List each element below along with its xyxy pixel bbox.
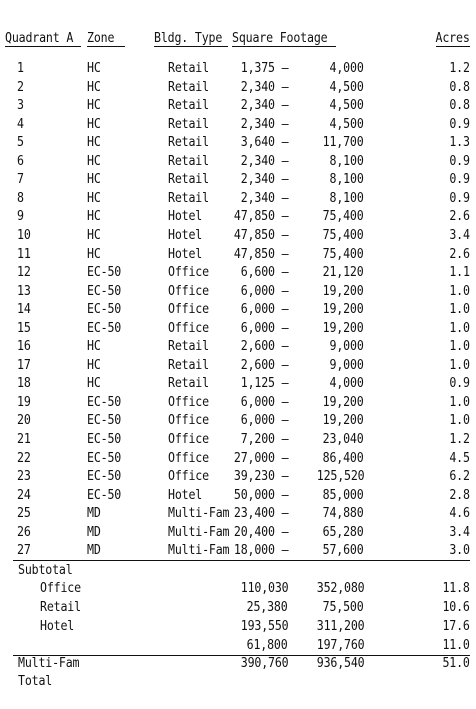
row-sf-low: 6,000 – — [240, 393, 288, 410]
row-bldg-type: Retail — [168, 97, 209, 114]
row-zone: EC-50 — [87, 431, 122, 447]
row-zone: EC-50 — [87, 393, 122, 410]
row-zone: HC — [87, 338, 101, 355]
header-quadrant: Quadrant A — [5, 30, 74, 46]
row-zone: HC — [87, 245, 101, 262]
subtotal-item-label: Office — [40, 580, 81, 596]
row-acres: 0.9 — [449, 189, 470, 206]
row-acres: 1.1 — [449, 264, 470, 281]
row-acres: 1.2 — [449, 431, 470, 447]
row-sf-high: 11,700 — [323, 134, 364, 151]
subtotal-label: Subtotal — [18, 562, 73, 578]
row-sf-high: 8,100 — [329, 171, 364, 188]
row-sf-low: 2,340 – — [240, 115, 288, 132]
row-number: 14 — [17, 301, 31, 318]
row-zone: EC-50 — [87, 449, 122, 466]
row-zone: HC — [87, 375, 101, 392]
row-bldg-type: Hotel — [168, 227, 203, 243]
row-number: 20 — [17, 412, 31, 429]
header-bldg-type-underline — [154, 46, 228, 47]
row-sf-low: 2,600 – — [240, 338, 288, 355]
row-number: 8 — [17, 189, 24, 206]
row-number: 10 — [17, 227, 31, 243]
row-acres: 1.0 — [449, 338, 470, 355]
row-sf-low: 27,000 – — [233, 449, 288, 466]
subtotal-divider — [13, 560, 470, 561]
row-sf-low: 23,400 – — [233, 505, 288, 522]
row-bldg-type: Retail — [168, 171, 209, 188]
row-bldg-type: Retail — [168, 78, 209, 95]
row-acres: 3.4 — [449, 523, 470, 540]
row-zone: EC-50 — [87, 486, 122, 503]
row-number: 21 — [17, 431, 31, 447]
row-sf-low: 6,000 – — [240, 301, 288, 318]
subtotal-sf-low: 61,800 — [247, 637, 288, 653]
row-sf-low: 20,400 – — [233, 523, 288, 540]
row-sf-low: 2,340 – — [240, 152, 288, 169]
row-sf-high: 125,520 — [316, 468, 364, 485]
row-acres: 0.9 — [449, 171, 470, 188]
row-sf-low: 47,850 – — [233, 208, 288, 225]
row-sf-high: 75,400 — [323, 208, 364, 225]
subtotal-acres: 17.6 — [442, 618, 470, 634]
row-sf-high: 23,040 — [323, 431, 364, 447]
row-sf-high: 9,000 — [329, 356, 364, 373]
row-acres: 2.8 — [449, 486, 470, 503]
subtotal-acres: 11.8 — [442, 580, 470, 596]
row-number: 17 — [17, 356, 31, 373]
row-acres: 2.6 — [449, 245, 470, 262]
row-acres: 6.2 — [449, 468, 470, 485]
subtotal-sf-high: 75,500 — [323, 599, 364, 615]
row-sf-high: 75,400 — [323, 227, 364, 243]
header-quadrant-underline — [5, 46, 81, 47]
row-number: 27 — [17, 542, 31, 559]
row-sf-high: 4,500 — [329, 115, 364, 132]
row-acres: 0.8 — [449, 78, 470, 95]
row-acres: 0.9 — [449, 115, 470, 132]
header-acres-underline — [436, 46, 470, 47]
row-zone: EC-50 — [87, 319, 122, 336]
header-square-footage-underline — [232, 46, 336, 47]
row-sf-low: 47,850 – — [233, 245, 288, 262]
row-number: 18 — [17, 375, 31, 392]
row-zone: EC-50 — [87, 282, 122, 299]
header-acres: Acres — [435, 30, 470, 46]
row-sf-low: 2,600 – — [240, 356, 288, 373]
subtotal-sf-low: 25,380 — [247, 599, 288, 615]
row-zone: MD — [87, 542, 101, 559]
row-sf-high: 86,400 — [323, 449, 364, 466]
row-number: 3 — [17, 97, 24, 114]
row-sf-high: 8,100 — [329, 189, 364, 206]
row-number: 2 — [17, 78, 24, 95]
row-zone: HC — [87, 134, 101, 151]
row-sf-low: 39,230 – — [233, 468, 288, 485]
row-bldg-type: Office — [168, 412, 209, 429]
row-number: 4 — [17, 115, 24, 132]
row-zone: EC-50 — [87, 264, 122, 281]
row-bldg-type: Retail — [168, 60, 209, 76]
row-number: 6 — [17, 152, 24, 169]
row-bldg-type: Office — [168, 301, 209, 318]
row-bldg-type: Retail — [168, 338, 209, 355]
row-bldg-type: Hotel — [168, 245, 203, 262]
row-bldg-type: Multi-Fam — [168, 523, 230, 540]
row-sf-low: 1,375 – — [240, 60, 288, 76]
header-square-footage: Square Footage — [232, 30, 328, 46]
row-bldg-type: Multi-Fam — [168, 505, 230, 522]
row-acres: 1.0 — [449, 412, 470, 429]
row-bldg-type: Retail — [168, 356, 209, 373]
row-zone: HC — [87, 171, 101, 188]
row-sf-high: 4,500 — [329, 97, 364, 114]
row-number: 5 — [17, 134, 24, 151]
row-sf-low: 6,000 – — [240, 282, 288, 299]
row-acres: 0.9 — [449, 375, 470, 392]
row-acres: 4.5 — [449, 449, 470, 466]
row-bldg-type: Office — [168, 431, 209, 447]
row-zone: MD — [87, 523, 101, 540]
row-zone: HC — [87, 97, 101, 114]
row-bldg-type: Retail — [168, 115, 209, 132]
row-bldg-type: Retail — [168, 134, 209, 151]
row-sf-low: 47,850 – — [233, 227, 288, 243]
row-acres: 0.9 — [449, 152, 470, 169]
row-number: 13 — [17, 282, 31, 299]
row-zone: HC — [87, 78, 101, 95]
row-sf-high: 19,200 — [323, 282, 364, 299]
header-bldg-type: Bldg. Type — [154, 30, 223, 46]
row-sf-high: 65,280 — [323, 523, 364, 540]
row-sf-high: 57,600 — [323, 542, 364, 559]
row-zone: HC — [87, 115, 101, 132]
row-bldg-type: Retail — [168, 152, 209, 169]
row-bldg-type: Hotel — [168, 486, 203, 503]
row-sf-low: 1,125 – — [240, 375, 288, 392]
row-sf-high: 19,200 — [323, 393, 364, 410]
subtotal-sf-low: 193,550 — [240, 618, 288, 634]
row-sf-high: 9,000 — [329, 338, 364, 355]
row-number: 19 — [17, 393, 31, 410]
row-acres: 3.4 — [449, 227, 470, 243]
subtotal-sf-high: 197,760 — [316, 637, 364, 653]
row-acres: 1.0 — [449, 301, 470, 318]
row-number: 9 — [17, 208, 24, 225]
row-acres: 1.2 — [449, 60, 470, 76]
row-zone: HC — [87, 356, 101, 373]
row-acres: 1.0 — [449, 319, 470, 336]
row-sf-high: 8,100 — [329, 152, 364, 169]
row-acres: 4.6 — [449, 505, 470, 522]
total-sf-high: 936,540 — [316, 655, 364, 671]
multifam-label: Multi-Fam — [18, 655, 80, 671]
total-label: Total — [18, 673, 53, 689]
row-number: 15 — [17, 319, 31, 336]
row-zone: HC — [87, 60, 101, 76]
row-number: 7 — [17, 171, 24, 188]
row-sf-high: 19,200 — [323, 412, 364, 429]
row-sf-high: 21,120 — [323, 264, 364, 281]
row-sf-low: 7,200 – — [240, 431, 288, 447]
header-zone: Zone — [87, 30, 115, 46]
row-sf-high: 4,000 — [329, 375, 364, 392]
row-bldg-type: Retail — [168, 375, 209, 392]
row-acres: 1.0 — [449, 282, 470, 299]
subtotal-acres: 10.6 — [442, 599, 470, 615]
row-sf-high: 74,880 — [323, 505, 364, 522]
total-acres: 51.0 — [442, 655, 470, 671]
row-sf-low: 6,600 – — [240, 264, 288, 281]
row-bldg-type: Office — [168, 449, 209, 466]
row-acres: 2.6 — [449, 208, 470, 225]
row-number: 11 — [17, 245, 31, 262]
row-bldg-type: Hotel — [168, 208, 203, 225]
row-sf-high: 19,200 — [323, 319, 364, 336]
row-bldg-type: Retail — [168, 189, 209, 206]
row-acres: 0.8 — [449, 97, 470, 114]
row-sf-low: 6,000 – — [240, 412, 288, 429]
row-acres: 3.0 — [449, 542, 470, 559]
row-number: 22 — [17, 449, 31, 466]
row-acres: 1.0 — [449, 393, 470, 410]
row-zone: MD — [87, 505, 101, 522]
row-number: 25 — [17, 505, 31, 522]
row-sf-low: 18,000 – — [233, 542, 288, 559]
row-bldg-type: Office — [168, 393, 209, 410]
row-bldg-type: Office — [168, 282, 209, 299]
row-zone: EC-50 — [87, 468, 122, 485]
row-sf-high: 85,000 — [323, 486, 364, 503]
row-bldg-type: Multi-Fam — [168, 542, 230, 559]
row-zone: HC — [87, 152, 101, 169]
row-number: 12 — [17, 264, 31, 281]
subtotal-item-label: Hotel — [40, 618, 75, 634]
row-sf-low: 2,340 – — [240, 171, 288, 188]
row-acres: 1.0 — [449, 356, 470, 373]
row-number: 1 — [17, 60, 24, 76]
row-bldg-type: Office — [168, 264, 209, 281]
subtotal-item-label: Retail — [40, 599, 81, 615]
row-number: 24 — [17, 486, 31, 503]
row-sf-low: 3,640 – — [240, 134, 288, 151]
row-sf-low: 6,000 – — [240, 319, 288, 336]
subtotal-sf-high: 311,200 — [316, 618, 364, 634]
row-sf-low: 2,340 – — [240, 97, 288, 114]
row-zone: HC — [87, 189, 101, 206]
row-number: 23 — [17, 468, 31, 485]
subtotal-sf-high: 352,080 — [316, 580, 364, 596]
row-number: 26 — [17, 523, 31, 540]
row-sf-low: 50,000 – — [233, 486, 288, 503]
row-sf-high: 4,000 — [329, 60, 364, 76]
row-zone: HC — [87, 208, 101, 225]
header-zone-underline — [87, 46, 125, 47]
row-zone: EC-50 — [87, 412, 122, 429]
total-sf-low: 390,760 — [240, 655, 288, 671]
row-sf-low: 2,340 – — [240, 189, 288, 206]
row-number: 16 — [17, 338, 31, 355]
subtotal-sf-low: 110,030 — [240, 580, 288, 596]
row-bldg-type: Office — [168, 468, 209, 485]
subtotal-acres: 11.0 — [442, 637, 470, 653]
row-bldg-type: Office — [168, 319, 209, 336]
row-sf-high: 4,500 — [329, 78, 364, 95]
row-sf-high: 19,200 — [323, 301, 364, 318]
row-zone: EC-50 — [87, 301, 122, 318]
row-sf-low: 2,340 – — [240, 78, 288, 95]
row-zone: HC — [87, 227, 101, 243]
row-acres: 1.3 — [449, 134, 470, 151]
row-sf-high: 75,400 — [323, 245, 364, 262]
